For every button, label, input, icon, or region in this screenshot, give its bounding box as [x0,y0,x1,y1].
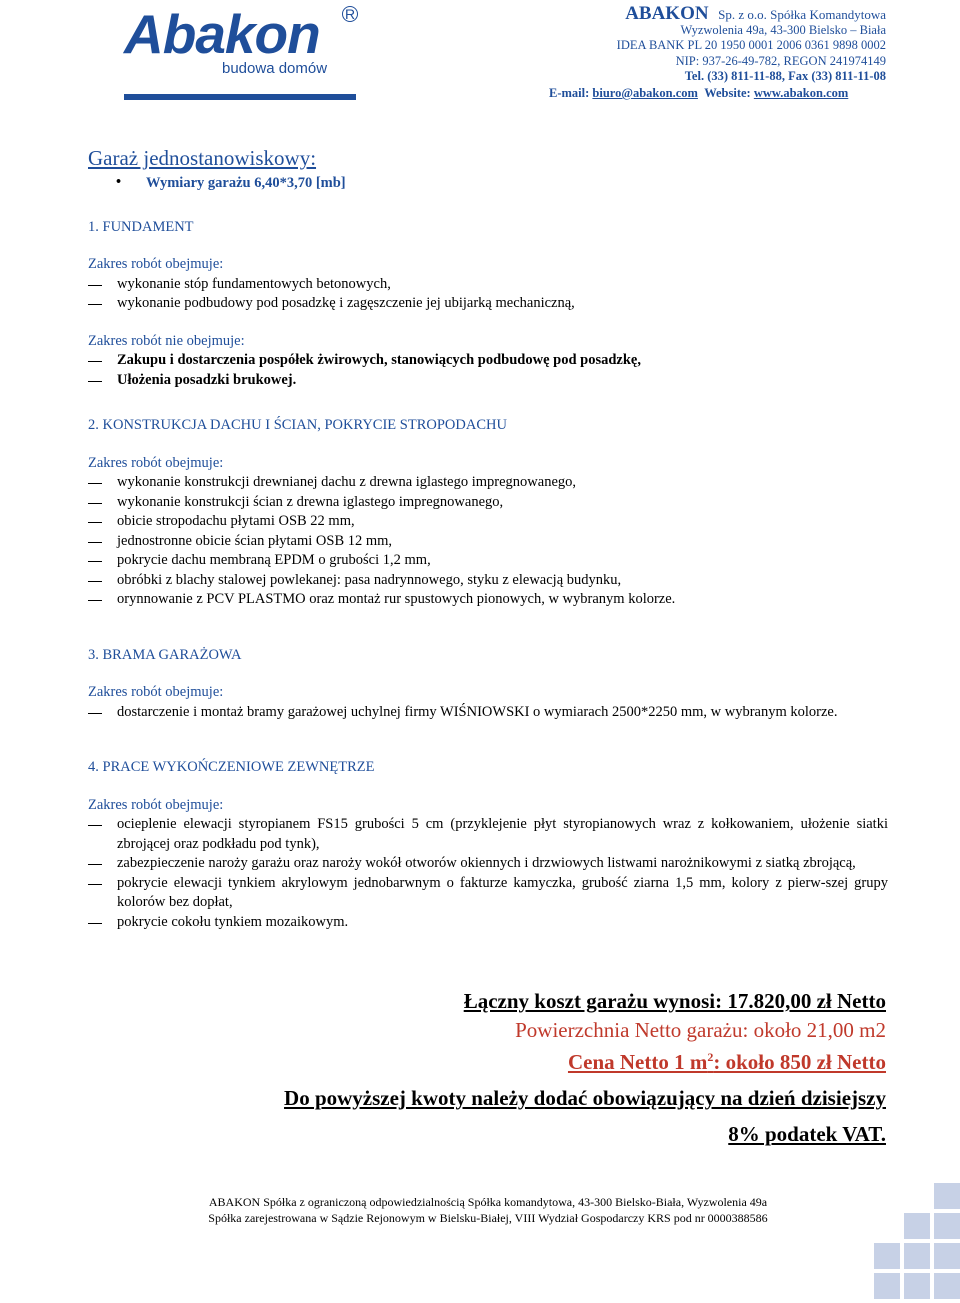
footer-line: Spółka zarejestrowana w Sądzie Rejonowym w Bielsku-Białej, VIII Wydział Gospodarczy KRS pod nr 0000388586 [208,1211,768,1225]
square-decoration [904,1273,930,1299]
square-decoration [934,1183,960,1209]
list-item: ocieplenie elewacji styropianem FS15 grubości 5 cm (przyklejenie płyt styropianowych wraz z kołkowaniem, ułożenie siatki zbrojącej oraz podkładu pod tynk), [88,815,888,854]
square-decoration [934,1213,960,1239]
logo-underline [124,94,356,100]
document-body [88,144,888,932]
scope-list [88,703,888,723]
page-title: Garaż jednostanowiskowy: [88,146,317,170]
list-item: pokrycie dachu membraną EPDM o grubości 1,2 mm, [88,551,888,571]
list-item: Zakupu i dostarczenia pospółek żwirowych, stanowiących podbudowę pod posadzkę, [88,351,888,371]
list-item: orynnowanie z PCV PLASTMO oraz montaż rur spustowych pionowych, w wybranym kolorze. [88,590,888,610]
list-item: wykonanie podbudowy pod posadzkę i zagęszczenie jej ubijarką mechaniczną, [88,294,888,314]
list-item: jednostronne obicie ścian płytami OSB 12 mm, [88,532,888,552]
company-address: Wyzwolenia 49a, 43-300 Bielsko – Biała [680,22,886,37]
scope-includes-label: Zakres robót obejmuje: [88,684,224,700]
list-item: wykonanie stóp fundamentowych betonowych, [88,275,888,295]
company-bank: IDEA BANK PL 20 1950 0001 2006 0361 9898 0002 [616,38,886,52]
square-decoration [904,1243,930,1269]
scope-excludes-label: Zakres robót nie obejmuje: [88,332,245,349]
list-item: pokrycie elewacji tynkiem akrylowym jednobarwnym o fakturze kamyczka, grubość ziarna 1,5 mm, kolory z pierw-szej grupy kolorów bez dopłat, [88,874,888,913]
page-footer [0,1194,960,1226]
list-item: dostarczenie i montaż bramy garażowej uchylnej firmy WIŚNIOWSKI o wymiarach 2500*2250 mm, w wybranym kolorze. [88,703,888,723]
scope-includes-label: Zakres robót obejmuje: [88,256,224,272]
net-area: Powierzchnia Netto garażu: około 21,00 m2 [515,1018,886,1042]
list-item: wykonanie konstrukcji drewnianej dachu z drewna iglastego impregnowanego, [88,473,888,493]
exclusions-list [88,351,888,390]
scope-list [88,275,888,314]
company-phone: Tel. (33) 811-11-88, Fax (33) 811-11-08 [684,69,886,83]
company-name-suffix: Sp. z o.o. Spółka Komandytowa [718,7,886,22]
square-decoration [934,1243,960,1269]
section-heading: 1. FUNDAMENT [88,218,194,235]
decorative-squares [864,1183,960,1303]
logo-tagline: budowa domów [222,60,328,77]
email-link[interactable]: biuro@abakon.com [592,86,698,100]
company-name: ABAKON Sp. z o.o. Spółka Komandytowa [625,3,886,24]
list-item: obicie stropodachu płytami OSB 22 mm, [88,512,888,532]
square-decoration [904,1213,930,1239]
section-heading: 4. PRACE WYKOŃCZENIOWE ZEWNĘTRZE [88,759,375,775]
scope-includes-label: Zakres robót obejmuje: [88,454,224,471]
cost-summary [284,986,886,1149]
list-item: Ułożenia posadzki brukowej. [88,371,888,391]
square-decoration [934,1273,960,1299]
vat-rate: 8% podatek VAT. [728,1122,886,1146]
list-item: pokrycie cokołu tynkiem mozaikowym. [88,913,888,933]
registered-mark-icon: R [342,6,358,22]
scope-list [88,473,888,610]
section-heading: 3. BRAMA GARAŻOWA [88,646,242,663]
email-label: E-mail: [549,86,590,100]
vat-note: Do powyższej kwoty należy dodać obowiązujący na dzień dzisiejszy [284,1086,886,1110]
price-per-sqm: Cena Netto 1 $m^2$: około 850 zł Netto [567,1050,886,1074]
company-ids: NIP: 937-26-49-782, REGON 241974149 [675,53,886,68]
website-label: Website: [704,86,751,100]
footer-line: ABAKON Spółka z ograniczoną odpowiedzialnością Spółka komandytowa, 43-300 Bielsko-Biała, Wyzwolenia 49a [208,1195,768,1209]
square-decoration [874,1243,900,1269]
section-heading: 2. KONSTRUKCJA DACHU I ŚCIAN, POKRYCIE STROPODACHU [88,417,507,433]
logo-wordmark: Abakon [124,3,320,65]
website-link[interactable]: www.abakon.com [753,86,849,100]
list-item: wykonanie konstrukcji ścian z drewna iglastego impregnowanego, [88,493,888,513]
total-cost: Łączny koszt garażu wynosi: 17.820,00 zł Netto [463,989,886,1013]
company-info [616,3,886,85]
list-item: zabezpieczenie naroży garażu oraz naroży wokół otworów okiennych i drzwiowych listwami narożnikowymi z siatką zbrojącą, [88,854,888,874]
list-item: obróbki z blachy stalowej powlekanej: pasa nadrynnowego, styku z elewacją budynku, [88,571,888,591]
scope-includes-label: Zakres robót obejmuje: [88,796,224,813]
contact-line [549,86,848,101]
dimensions-bullet: • Wymiary garażu 6,40*3,70 [mb] [88,174,888,194]
scope-list [88,815,888,932]
company-logo [124,4,360,100]
square-decoration [874,1273,900,1299]
